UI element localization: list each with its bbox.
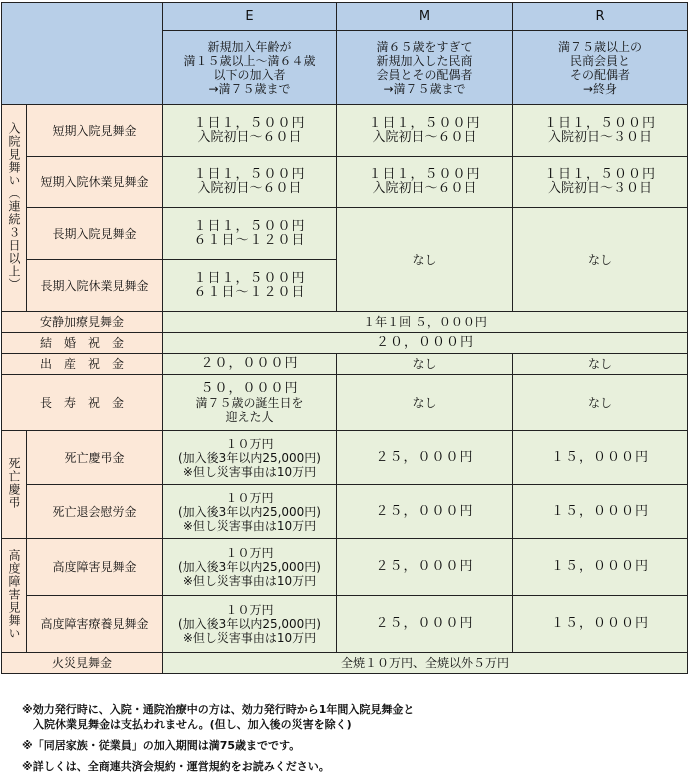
cell-e: １日１，５００円 入院初日〜６０日	[163, 105, 337, 157]
group-hospital: 入院見舞い（連続３日以上）	[2, 105, 27, 312]
cell-r: １５，０００円	[513, 485, 688, 539]
row-label: 高度障害療養見舞金	[27, 596, 163, 653]
col-r-code: R	[513, 3, 688, 31]
cell-all: １年１回 ５，０００円	[163, 312, 688, 333]
table-row	[2, 653, 688, 674]
cell-e: ５０，０００円 満７５歳の誕生日を 迎えた人	[163, 375, 337, 431]
row-label: 短期入院見舞金	[27, 105, 163, 157]
table-row	[2, 333, 688, 354]
table-row	[2, 208, 688, 260]
cell-m: ２５，０００円	[337, 485, 513, 539]
cell-all: 全焼１０万円、全焼以外５万円	[163, 653, 688, 674]
row-label: 高度障害見舞金	[27, 539, 163, 596]
cell-e: １０万円 (加入後3年以内25,000円) ※但し災害事由は10万円	[163, 596, 337, 653]
col-r-desc: 満７５歳以上の 民商会員と その配偶者 →終身	[513, 31, 688, 105]
footnotes	[22, 702, 414, 774]
note-1: ※効力発行時に、入院・通院治療中の方は、効力発行時から1年間入院見舞金と	[22, 703, 415, 716]
table-row	[2, 539, 688, 596]
cell-r: なし	[513, 208, 688, 312]
row-label: 長 寿 祝 金	[2, 375, 163, 431]
cell-e: １０万円 (加入後3年以内25,000円) ※但し災害事由は10万円	[163, 539, 337, 596]
cell-r: １５，０００円	[513, 431, 688, 485]
table-row	[2, 105, 688, 157]
cell-r: １日１，５００円 入院初日〜３０日	[513, 157, 688, 208]
header-code-row	[2, 3, 688, 31]
row-label: 長期入院見舞金	[27, 208, 163, 260]
cell-r: １日１，５００円 入院初日〜３０日	[513, 105, 688, 157]
row-label: 安静加療見舞金	[2, 312, 163, 333]
benefits-table	[1, 2, 688, 674]
note-1-cont: 入院休業見舞金は支払われません。(但し、加入後の災害を除く)	[22, 718, 352, 731]
cell-e: １日１，５００円 ６１日〜１２０日	[163, 260, 337, 312]
note-3: ※詳しくは、全商連共済会規約・運営規約をお読みください。	[22, 760, 330, 773]
row-label: 死亡退会慰労金	[27, 485, 163, 539]
row-label: 結 婚 祝 金	[2, 333, 163, 354]
row-label: 長期入院休業見舞金	[27, 260, 163, 312]
cell-m: なし	[337, 375, 513, 431]
cell-e: １日１，５００円 ６１日〜１２０日	[163, 208, 337, 260]
cell-r: １５，０００円	[513, 596, 688, 653]
cell-m: なし	[337, 208, 513, 312]
cell-all: ２０，０００円	[163, 333, 688, 354]
cell-e: １０万円 (加入後3年以内25,000円) ※但し災害事由は10万円	[163, 485, 337, 539]
cell-m: なし	[337, 354, 513, 375]
cell-m: １日１，５００円 入院初日〜６０日	[337, 157, 513, 208]
table-row	[2, 596, 688, 653]
table-row	[2, 157, 688, 208]
group-death: 死亡慶弔	[2, 431, 27, 539]
note-2: ※「同居家族・従業員」の加入期間は満75歳までです。	[22, 739, 301, 752]
table-row	[2, 354, 688, 375]
table-row	[2, 485, 688, 539]
table-row	[2, 431, 688, 485]
row-label: 短期入院休業見舞金	[27, 157, 163, 208]
cell-e: ２０，０００円	[163, 354, 337, 375]
row-label: 出 産 祝 金	[2, 354, 163, 375]
col-m-desc: 満６５歳をすぎて 新規加入した民商 会員とその配偶者 →満７５歳まで	[337, 31, 513, 105]
group-disability: 高度障害見舞い	[2, 539, 27, 653]
cell-m: ２５，０００円	[337, 539, 513, 596]
header-corner	[2, 3, 163, 105]
cell-r: なし	[513, 354, 688, 375]
cell-r: １５，０００円	[513, 539, 688, 596]
cell-e: １０万円 (加入後3年以内25,000円) ※但し災害事由は10万円	[163, 431, 337, 485]
cell-m: ２５，０００円	[337, 431, 513, 485]
row-label: 火災見舞金	[2, 653, 163, 674]
cell-r: なし	[513, 375, 688, 431]
table-row	[2, 312, 688, 333]
col-e-code: E	[163, 3, 337, 31]
col-e-desc: 新規加入年齢が 満１５歳以上〜満６４歳 以下の加入者 →満７５歳まで	[163, 31, 337, 105]
cell-e: １日１，５００円 入院初日〜６０日	[163, 157, 337, 208]
table-row	[2, 375, 688, 431]
cell-m: １日１，５００円 入院初日〜６０日	[337, 105, 513, 157]
cell-m: ２５，０００円	[337, 596, 513, 653]
col-m-code: M	[337, 3, 513, 31]
row-label: 死亡慶弔金	[27, 431, 163, 485]
